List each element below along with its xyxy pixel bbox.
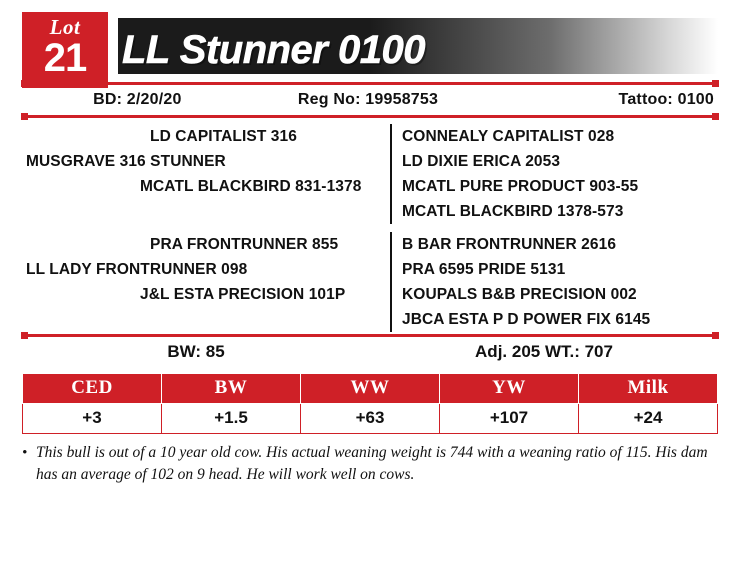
dam: LL LADY FRONTRUNNER 098	[26, 261, 248, 278]
sire-grandparent: MCATL PURE PRODUCT 903-55	[402, 178, 639, 195]
pedigree-sire-side	[22, 118, 718, 226]
registration-number: Reg No: 19958753	[297, 91, 439, 108]
animal-name: LL Stunner 0100	[122, 28, 425, 72]
sire-grandparent: MCATL BLACKBIRD 1378-573	[402, 203, 624, 220]
epd-value-bw: +1.5	[162, 404, 301, 434]
birth-weight: BW: 85	[167, 342, 225, 361]
lot-label: Lot	[49, 15, 81, 39]
sire-grandparent: LD DIXIE ERICA 2053	[402, 153, 561, 170]
dam-grandparent: KOUPALS B&B PRECISION 002	[402, 286, 637, 303]
divider-identity	[22, 115, 718, 118]
identity-row	[22, 85, 718, 115]
divider-top	[22, 82, 718, 85]
epd-header-bw: BW	[162, 374, 301, 404]
measurements-row	[22, 337, 718, 367]
epd-header-ww: WW	[301, 374, 440, 404]
sire-dam: MCATL BLACKBIRD 831-1378	[140, 178, 362, 195]
dam-sire: PRA FRONTRUNNER 855	[150, 236, 339, 253]
note	[22, 442, 718, 486]
tattoo: Tattoo: 0100	[618, 91, 715, 108]
dam-grandparent: JBCA ESTA P D POWER FIX 6145	[402, 311, 651, 328]
epd-value-milk: +24	[579, 404, 718, 434]
lot-badge	[22, 12, 108, 88]
sire-grandparent: CONNEALY CAPITALIST 028	[402, 128, 615, 145]
sire: MUSGRAVE 316 STUNNER	[26, 153, 226, 170]
bullet-icon: •	[22, 445, 28, 461]
sire-side-grandparents	[390, 124, 718, 224]
dam-grandparent: PRA 6595 PRIDE 5131	[402, 261, 566, 278]
epd-header-row	[23, 374, 718, 404]
sire-side-lineage	[22, 124, 390, 224]
dam-side-grandparents	[390, 232, 718, 332]
epd-header-yw: YW	[440, 374, 579, 404]
dam-grandparent: B BAR FRONTRUNNER 2616	[402, 236, 617, 253]
dam-dam: J&L ESTA PRECISION 101P	[140, 286, 346, 303]
card-header	[22, 12, 718, 82]
divider-pedigree	[22, 334, 718, 337]
epd-table	[22, 373, 718, 434]
epd-header-milk: Milk	[579, 374, 718, 404]
epd-header-ced: CED	[23, 374, 162, 404]
birth-date: BD: 2/20/20	[93, 91, 182, 108]
dam-side-lineage	[22, 232, 390, 332]
epd-value-ww: +63	[301, 404, 440, 434]
epd-value-ced: +3	[23, 404, 162, 434]
note-text: This bull is out of a 10 year old cow. His actual weaning weight is 744 with a weaning ratio of 115. His dam has an average of 102 on 9 head. He will work well on cows.	[36, 444, 708, 483]
pedigree-dam-side	[22, 226, 718, 334]
epd-value-row	[23, 404, 718, 434]
epd-value-yw: +107	[440, 404, 579, 434]
lot-number: 21	[43, 36, 87, 80]
sire-sire: LD CAPITALIST 316	[150, 128, 297, 145]
adjusted-205-weight: Adj. 205 WT.: 707	[475, 342, 613, 361]
